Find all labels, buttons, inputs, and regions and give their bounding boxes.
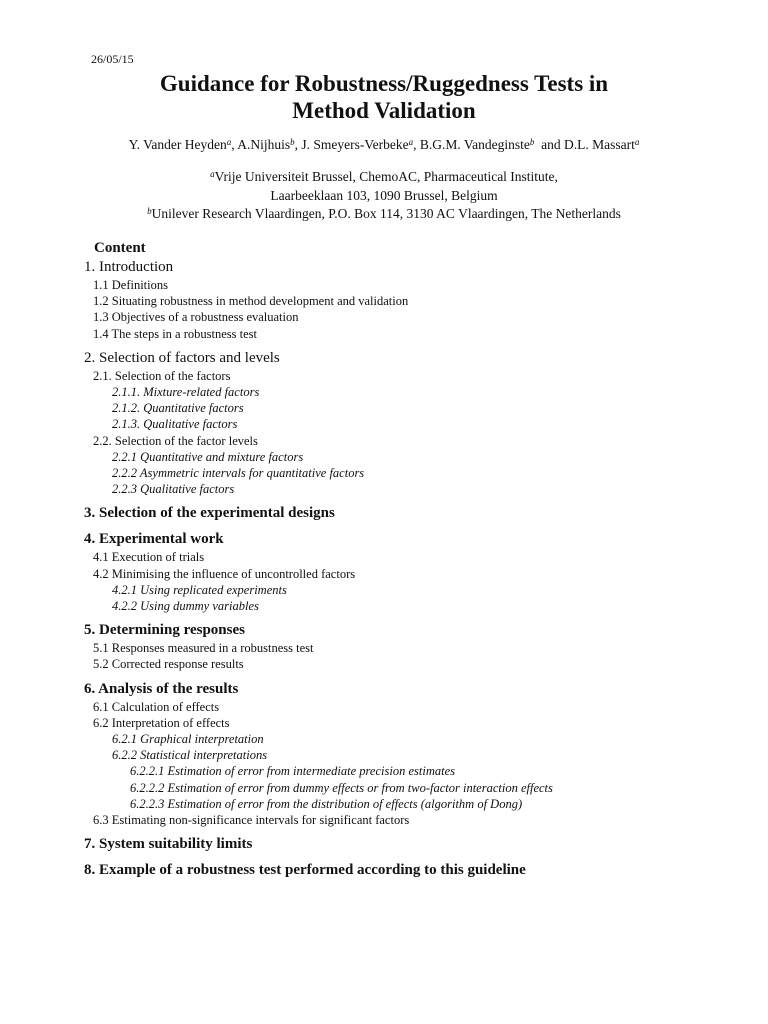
toc-subsection: 4.1 Execution of trials xyxy=(93,550,205,565)
toc-subsection: 6.1 Calculation of effects xyxy=(93,699,220,714)
affiliation-a-text-1: Vrije Universiteit Brussel, ChemoAC, Pharmaceutical Institute, xyxy=(214,169,558,184)
author-separator: , xyxy=(231,137,238,152)
toc-subsection: 4.2 Minimising the influence of uncontrolled factors xyxy=(93,566,356,581)
affiliation-a-line-2: Laarbeeklaan 103, 1090 Brussel, Belgium xyxy=(270,187,498,203)
author-separator: , xyxy=(294,137,302,152)
toc-subsection: 2.2. Selection of the factor levels xyxy=(93,433,258,448)
toc-subsection: 1.2 Situating robustness in method development and validation xyxy=(93,294,409,309)
toc-section: 8. Example of a robustness test performed according to this guideline xyxy=(84,862,526,879)
toc-section: 7. System suitability limits xyxy=(84,836,253,853)
affiliation-a-mark: a xyxy=(210,169,215,179)
author-affiliation-mark: b xyxy=(529,137,535,147)
author-affiliation-mark: a xyxy=(408,137,414,147)
toc-subsection: 1.1 Definitions xyxy=(93,278,168,292)
author-name: D.L. Massart xyxy=(563,137,635,152)
toc-subsection: 5.1 Responses measured in a robustness test xyxy=(93,641,314,656)
author-affiliation-mark: a xyxy=(226,137,232,147)
document-date: 26/05/15 xyxy=(91,52,134,66)
title-line-2: Method Validation xyxy=(292,98,476,123)
author-affiliation-mark: b xyxy=(290,137,295,147)
affiliation-b-text-1: Unilever Research Vlaardingen, P.O. Box 114, 3130 AC Vlaardingen, The Netherlands xyxy=(151,206,621,221)
toc-section: 1. Introduction xyxy=(84,259,174,275)
toc-section: 3. Selection of the experimental designs xyxy=(84,505,335,522)
toc-subsubsection: 2.2.3 Qualitative factors xyxy=(112,482,235,497)
toc-subsection: 1.3 Objectives of a robustness evaluation xyxy=(93,310,299,325)
toc-subsubsection: 2.1.1. Mixture-related factors xyxy=(112,385,260,399)
author-separator: and xyxy=(534,137,564,152)
toc-subsubsection: 2.1.2. Quantitative factors xyxy=(112,401,244,416)
toc-subsubsection: 2.1.3. Qualitative factors xyxy=(112,417,238,432)
author-separator: , xyxy=(413,137,420,152)
toc-subsection: 6.2 Interpretation of effects xyxy=(93,715,230,730)
affiliation-b-mark: b xyxy=(147,206,152,216)
toc-subsubsection: 6.2.2.1 Estimation of error from intermediate precision estimates xyxy=(130,764,455,779)
toc-subsubsection: 6.2.2.2 Estimation of error from dummy effects or from two-factor interaction effects xyxy=(130,780,553,795)
toc-subsubsection: 4.2.2 Using dummy variables xyxy=(112,599,259,613)
toc-subsection: 1.4 The steps in a robustness test xyxy=(93,326,257,341)
toc-subsubsection: 6.2.2 Statistical interpretations xyxy=(112,748,268,763)
toc-section: 5. Determining responses xyxy=(84,622,245,639)
toc-subsection: 6.3 Estimating non-significance intervals for significant factors xyxy=(93,813,410,827)
toc-section: 4. Experimental work xyxy=(84,531,224,548)
author-name: J. Smeyers-Verbeke xyxy=(301,137,409,152)
toc-subsection: 5.2 Corrected response results xyxy=(93,657,244,672)
toc-subsubsection: 6.2.1 Graphical interpretation xyxy=(112,732,264,746)
toc-section: 6. Analysis of the results xyxy=(84,680,239,697)
author-name: Y. Vander Heyden xyxy=(128,137,227,152)
title-line-1: Guidance for Robustness/Ruggedness Tests in xyxy=(159,71,609,96)
toc-section: 2. Selection of factors and levels xyxy=(84,349,280,366)
toc-subsubsection: 4.2.1 Using replicated experiments xyxy=(112,582,287,597)
author-name: B.G.M. Vandeginste xyxy=(419,137,530,152)
author-name: A.Nijhuis xyxy=(237,137,291,152)
toc-subsubsection: 2.2.2 Asymmetric intervals for quantitative factors xyxy=(112,466,365,480)
toc-subsection: 2.1. Selection of the factors xyxy=(93,368,231,383)
toc-subsubsection: 2.2.1 Quantitative and mixture factors xyxy=(112,449,304,464)
toc-subsubsection: 6.2.2.3 Estimation of error from the distribution of effects (algorithm of Dong) xyxy=(130,796,523,811)
toc-heading: Content xyxy=(94,240,146,256)
author-affiliation-mark: a xyxy=(634,137,640,147)
